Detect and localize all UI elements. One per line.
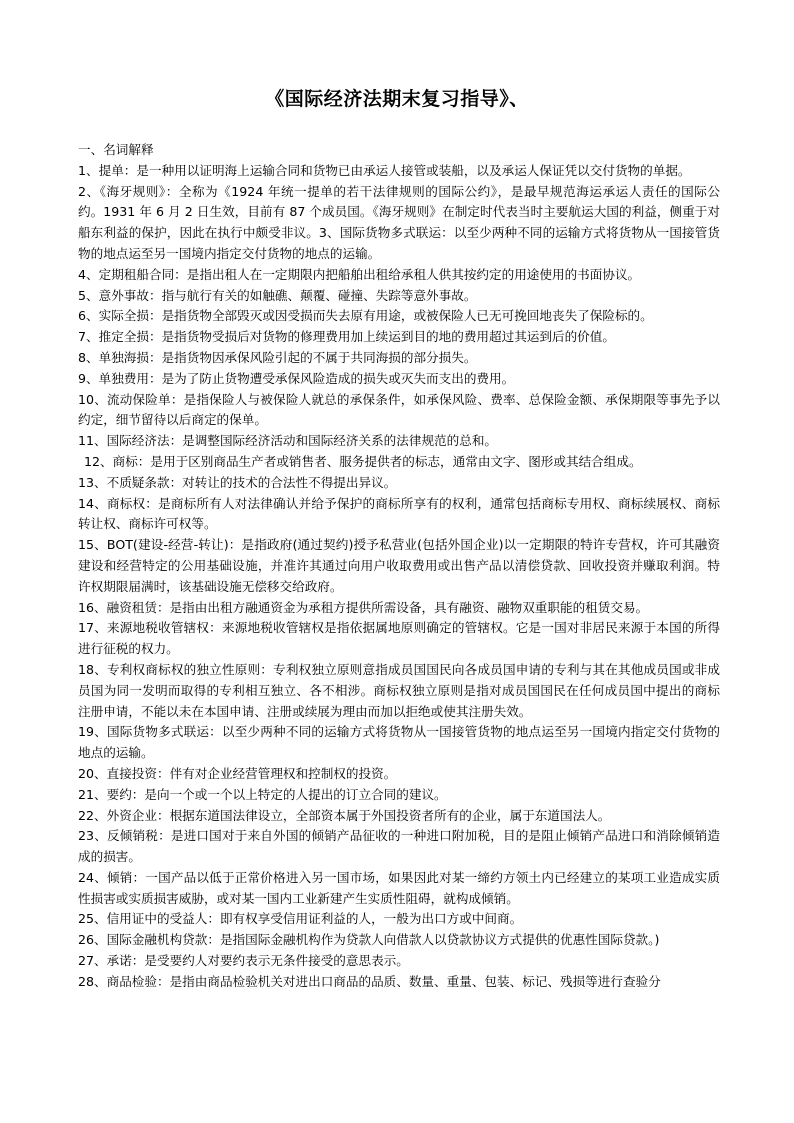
section-heading: 一、名词解释 (78, 142, 154, 157)
entry-19: 19、国际货物多式联运：以至少两种不同的运输方式将货物从一国接管货物的地点运至另一国境内指定交付货物的地点的运输。 (78, 724, 720, 761)
entry-7: 7、推定全损：是指货物受损后对货物的修理费用加上续运到目的地的费用超过其运到后的价值。 (78, 329, 615, 345)
entry-15: 15、BOT(建设-经营-转让)：是指政府(通过契约)授予私营业(包括外国企业)以一定期限的特许专营权，许可其融资建设和经营特定的公用基础设施，并准许其通过向用户收取费用或出售产品以清偿贷款、回收投资并赚取利润。特许权期限届满时，该基础设施无偿移交给政府。 (78, 537, 720, 594)
entry-8: 8、单独海损：是指货物因承保风险引起的不属于共同海损的部分损失。 (78, 349, 477, 365)
entry-2: 2、《海牙规则》：全称为《1924 年统一提单的若干法律规则的国际公约》，是最早规范海运承运人责任的国际公约。1931 年 6 月 2 日生效，目前有 87 个成员国。《海牙规则》在制定时代表当时主要航运大国的利益，侧重于对船东利益的保护，因此在执行中颇受非议。3、国际货物多式联运：以至少两种不同的运输方式将货物从一国接管货物的地点运至另一国境内指定交付货物的地点的运输。 (78, 183, 720, 261)
entry-5: 5、意外事故：指与航行有关的如触礁、颠覆、碰撞、失踪等意外事故。 (78, 287, 477, 303)
entry-25: 25、信用证中的受益人：即有权享受信用证利益的人，一般为出口方或中间商。 (78, 911, 523, 927)
entry-23: 23、反倾销税：是进口国对于来自外国的倾销产品征收的一种进口附加税，目的是阻止倾销产品进口和消除倾销造成的损害。 (78, 828, 720, 865)
entry-4: 4、定期租船合同：是指出租人在一定期限内把船舶出租给承租人供其按约定的用途使用的书面协议。 (78, 266, 641, 282)
entry-1: 1、提单：是一种用以证明海上运输合同和货物已由承运人接管或装船，以及承运人保证凭以交付货物的单据。 (78, 162, 691, 178)
document-body (78, 140, 720, 993)
entry-28: 28、商品检验：是指由商品检验机关对进出口商品的品质、数量、重量、包装、标记、残损等进行查验分 (78, 973, 661, 989)
entry-26: 26、国际金融机构贷款：是指国际金融机构作为贷款人向借款人以贷款协议方式提供的优惠性国际贷款。) (78, 932, 660, 948)
entry-16: 16、融资租赁：是指由出租方融通资金为承租方提供所需设备，具有融资、融物双重职能的租赁交易。 (78, 599, 649, 615)
entry-27: 27、承诺：是受要约人对要约表示无条件接受的意思表示。 (78, 953, 409, 969)
entry-24: 24、倾销：一国产品以低于正常价格进入另一国市场，如果因此对某一缔约方领土内已经建立的某项工业造成实质性损害或实质损害威胁，或对某一国内工业新建产生实质性阻碍，就构成倾销。 (78, 869, 720, 906)
document-title: 《国际经济法期末复习指导》、 (265, 88, 529, 110)
entry-22: 22、外资企业：根据东道国法律设立，全部资本属于外国投资者所有的企业，属于东道国法人。 (78, 807, 611, 823)
entry-21: 21、要约：是向一个或一个以上特定的人提出的订立合同的建议。 (78, 786, 447, 802)
entry-12: 12、商标：是用于区别商品生产者或销售者、服务提供者的标志，通常由文字、图形或其结合组成。 (84, 453, 642, 469)
entry-13: 13、不质疑条款：对转让的技术的合法性不得提出异议。 (78, 474, 397, 490)
entry-18: 18、专利权商标权的独立性原则：专利权独立原则意指成员国国民向各成员国申请的专利与其在其他成员国或非成员国为同一发明而取得的专利相互独立、各不相涉。商标权独立原则是指对成员国国民在任何成员国中提出的商标注册申请，不能以未在本国申请、注册或续展为理由而加以拒绝或使其注册失效。 (78, 661, 720, 719)
entry-6: 6、实际全损：是指货物全部毁灭或因受损而失去原有用途，或被保险人已无可挽回地丧失了保险标的。 (78, 308, 653, 324)
entry-10: 10、流动保险单：是指保险人与被保险人就总的承保条件，如承保风险、费率、总保险金额、承保期限等事先予以约定，细节留待以后商定的保单。 (78, 391, 720, 428)
entry-17: 17、来源地税收管辖权：来源地税收管辖权是指依据属地原则确定的管辖权。它是一国对非居民来源于本国的所得进行征税的权力。 (78, 620, 720, 657)
entry-14: 14、商标权：是商标所有人对法律确认并给予保护的商标所享有的权利，通常包括商标专用权、商标续展权、商标转让权、商标许可权等。 (78, 495, 720, 532)
entry-11: 11、国际经济法：是调整国际经济活动和国际经济关系的法律规范的总和。 (78, 433, 498, 449)
entry-9: 9、单独费用：是为了防止货物遭受承保风险造成的损失或灭失而支出的费用。 (78, 370, 515, 386)
entry-20: 20、直接投资：伴有对企业经营管理权和控制权的投资。 (78, 765, 397, 781)
